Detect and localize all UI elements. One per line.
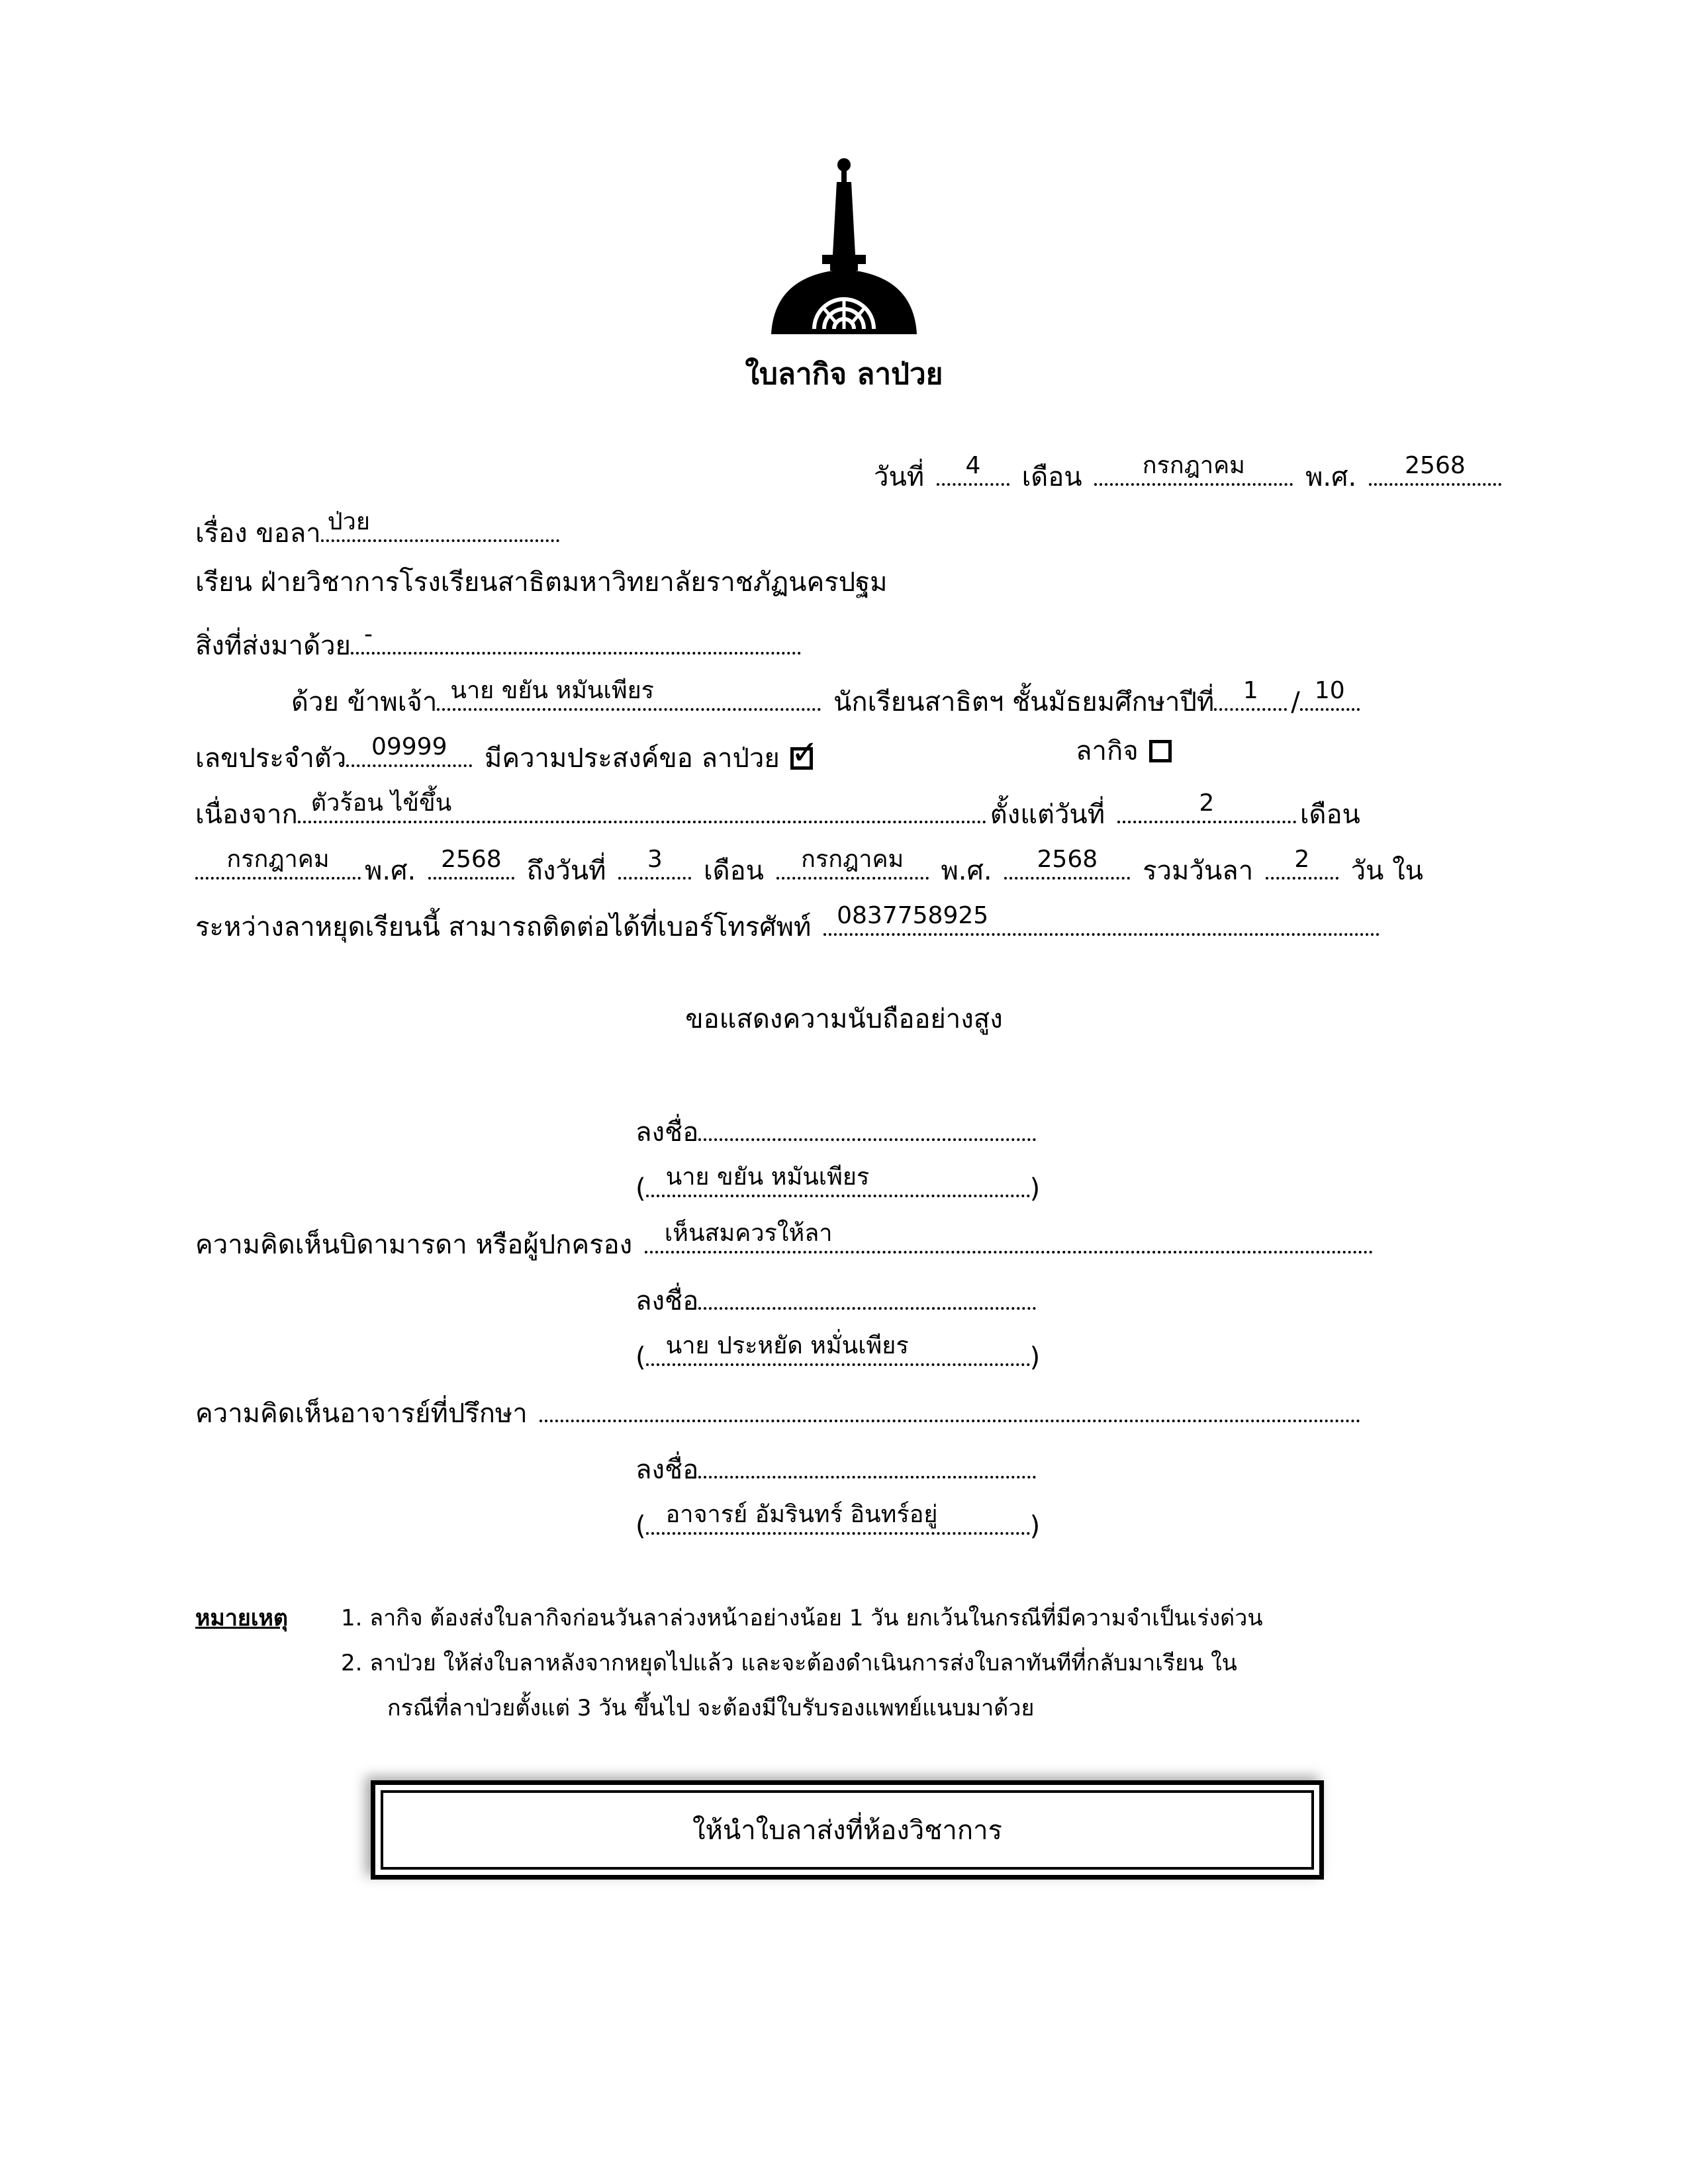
student-label: นักเรียนสาธิตฯ ชั้นมัธยมศึกษาปีที่ xyxy=(833,687,1215,717)
stupa-emblem-icon xyxy=(768,156,920,341)
reason-row xyxy=(195,788,1360,830)
applicant-row xyxy=(291,675,1364,715)
advisor-name-row xyxy=(635,1499,1040,1539)
total-label: รวมวันลา xyxy=(1143,856,1254,886)
id-label: เลขประจำตัว xyxy=(195,743,347,774)
student-signature-row xyxy=(635,1105,1040,1148)
sign-label: ลงชื่อ xyxy=(635,1455,699,1485)
to-month-field[interactable] xyxy=(776,844,929,880)
student-name-field[interactable] xyxy=(646,1161,1030,1197)
advisor-opinion-row xyxy=(195,1387,1364,1429)
month-label-3: เดือน xyxy=(703,856,764,886)
note-item-2-line-2: กรณีที่ลาป่วยตั้งแต่ 3 วัน ขึ้นไป จะต้องมีใบรับรองแพทย์แนบมาด้วย xyxy=(387,1695,1035,1721)
advisor-name-field[interactable] xyxy=(646,1499,1030,1535)
contact-field[interactable] xyxy=(823,900,1380,936)
tick-mark: ✓ xyxy=(790,733,819,772)
parent-signature-row xyxy=(635,1274,1040,1314)
year-value: 2568 xyxy=(1405,452,1466,479)
grade-value: 1 xyxy=(1243,677,1258,704)
to-year-value: 2568 xyxy=(1037,846,1098,873)
month-label: เดือน xyxy=(1021,462,1082,492)
close-paren: ) xyxy=(1029,1173,1041,1204)
attachment-label: สิ่งที่ส่งมาด้วย xyxy=(195,631,351,661)
notes-heading: หมายเหตุ xyxy=(195,1605,288,1631)
open-paren: ( xyxy=(635,1342,646,1373)
contact-label: ระหว่างลาหยุดเรียนนี้ สามารถติดต่อได้ที่เบอร์โทรศัพท์ xyxy=(195,912,812,942)
month-field[interactable] xyxy=(1094,450,1293,486)
subject-row xyxy=(195,506,563,549)
day-field[interactable] xyxy=(937,450,1009,486)
to-day-value: 3 xyxy=(647,846,663,873)
to-year-field[interactable] xyxy=(1004,844,1130,880)
id-row xyxy=(195,731,819,774)
id-value: 09999 xyxy=(371,733,447,760)
year-field[interactable] xyxy=(1369,450,1501,486)
grade-field[interactable] xyxy=(1214,675,1287,711)
reason-value: ตัวร้อน ไข้ขึ้น xyxy=(310,790,452,817)
purpose-label: มีความประสงค์ขอ ลาป่วย xyxy=(484,743,780,774)
contact-value: 0837758925 xyxy=(837,902,989,929)
day-value: 4 xyxy=(965,452,981,479)
applicant-label: ด้วย ข้าพเจ้า xyxy=(291,687,438,717)
personal-leave-checkbox[interactable] xyxy=(1149,740,1172,762)
from-day-value: 2 xyxy=(1199,790,1215,817)
attachment-field[interactable] xyxy=(351,619,801,655)
subject-label: เรื่อง ขอลา xyxy=(195,518,321,549)
from-month-value: กรกฎาคม xyxy=(226,846,330,873)
to-day-field[interactable] xyxy=(618,844,691,880)
date-range-row xyxy=(195,844,1423,884)
total-value: 2 xyxy=(1294,846,1310,873)
advisor-opinion-field[interactable] xyxy=(539,1387,1360,1422)
advisor-signature-row xyxy=(635,1443,1040,1485)
close-paren: ) xyxy=(1029,1511,1041,1541)
note-item-2-line-1: 2. ลาป่วย ให้ส่งใบลาหลังจากหยุดไปแล้ว และจะต้องดำเนินการส่งใบลาทันทีที่กลับมาเรียน ใน xyxy=(341,1650,1237,1676)
parent-opinion-label: ความคิดเห็นบิดามารดา หรือผู้ปกครอง xyxy=(195,1230,633,1260)
reason-label: เนื่องจาก xyxy=(195,799,298,830)
student-signature-field[interactable] xyxy=(698,1105,1036,1141)
applicant-field[interactable] xyxy=(437,675,821,711)
closing-text: ขอแสดงความนับถืออย่างสูง xyxy=(685,1004,1003,1034)
to-day-label: ถึงวันที่ xyxy=(526,856,606,886)
close-paren: ) xyxy=(1029,1342,1041,1373)
personal-leave-label: ลากิจ xyxy=(1076,736,1139,766)
room-field[interactable] xyxy=(1300,675,1360,711)
note-item-1: 1. ลากิจ ต้องส่งใบลากิจก่อนวันลาล่วงหน้าอย่างน้อย 1 วัน ยกเว้นในกรณีที่มีความจำเป็นเร่งด่วน xyxy=(341,1605,1263,1631)
instruction-text: ให้นำใบลาส่งที่ห้องวิชาการ xyxy=(381,1790,1314,1870)
total-field[interactable] xyxy=(1266,844,1338,880)
advisor-sign-name: อาจารย์ อัมรินทร์ อินทร์อยู่ xyxy=(665,1501,938,1528)
contact-row xyxy=(195,900,1383,940)
parent-opinion-field[interactable] xyxy=(645,1218,1373,1253)
parent-opinion-value: เห็นสมควรให้ลา xyxy=(664,1220,833,1247)
attachment-row xyxy=(195,619,805,659)
from-year-value: 2568 xyxy=(441,846,502,873)
personal-leave-row xyxy=(1076,731,1172,771)
open-paren: ( xyxy=(635,1511,646,1541)
open-paren: ( xyxy=(635,1173,646,1204)
advisor-opinion-label: ความคิดเห็นอาจารย์ที่ปรึกษา xyxy=(195,1398,528,1429)
reason-field[interactable] xyxy=(298,788,986,823)
parent-signature-field[interactable] xyxy=(698,1274,1036,1310)
date-row xyxy=(874,450,1505,490)
month-label-2: เดือน xyxy=(1299,799,1360,830)
sick-leave-checkbox[interactable] xyxy=(790,733,819,772)
day-label: วันที่ xyxy=(874,462,925,492)
advisor-signature-field[interactable] xyxy=(698,1443,1036,1479)
parent-name-row xyxy=(635,1330,1041,1373)
total-unit: วัน ใน xyxy=(1350,856,1423,886)
slash: / xyxy=(1291,687,1300,717)
instruction-box xyxy=(371,1780,1324,1880)
student-sign-name: นาย ขยัน หมันเพียร xyxy=(665,1163,870,1191)
attachment-value: - xyxy=(363,621,373,648)
room-value: 10 xyxy=(1314,677,1345,704)
from-day-label: ตั้งแต่วันที่ xyxy=(990,799,1105,830)
year-label-2: พ.ศ. xyxy=(365,856,416,886)
year-label: พ.ศ. xyxy=(1305,462,1357,492)
applicant-name: นาย ขยัน หมันเพียร xyxy=(450,677,654,704)
from-day-field[interactable] xyxy=(1117,788,1296,823)
parent-name-field[interactable] xyxy=(646,1330,1030,1366)
to-month-value: กรกฎาคม xyxy=(801,846,904,873)
to-line: เรียน ฝ่ายวิชาการโรงเรียนสาธิตมหาวิทยาลัยราชภัฏนครปฐม xyxy=(195,567,888,598)
parent-opinion-row xyxy=(195,1218,1377,1260)
subject-field[interactable] xyxy=(321,506,559,542)
subject-value: ป่วย xyxy=(327,508,370,535)
year-label-3: พ.ศ. xyxy=(941,856,992,886)
from-year-field[interactable] xyxy=(428,844,514,880)
student-name-row xyxy=(635,1161,1041,1204)
month-value: กรกฎาคม xyxy=(1142,452,1245,479)
sign-label: ลงชื่อ xyxy=(635,1117,699,1148)
sign-label: ลงชื่อ xyxy=(635,1286,699,1316)
form-title: ใบลากิจ ลาป่วย xyxy=(745,357,943,391)
id-field[interactable] xyxy=(346,731,472,767)
from-month-field[interactable] xyxy=(195,844,361,880)
parent-sign-name: นาย ประหยัด หมั่นเพียร xyxy=(665,1332,909,1359)
